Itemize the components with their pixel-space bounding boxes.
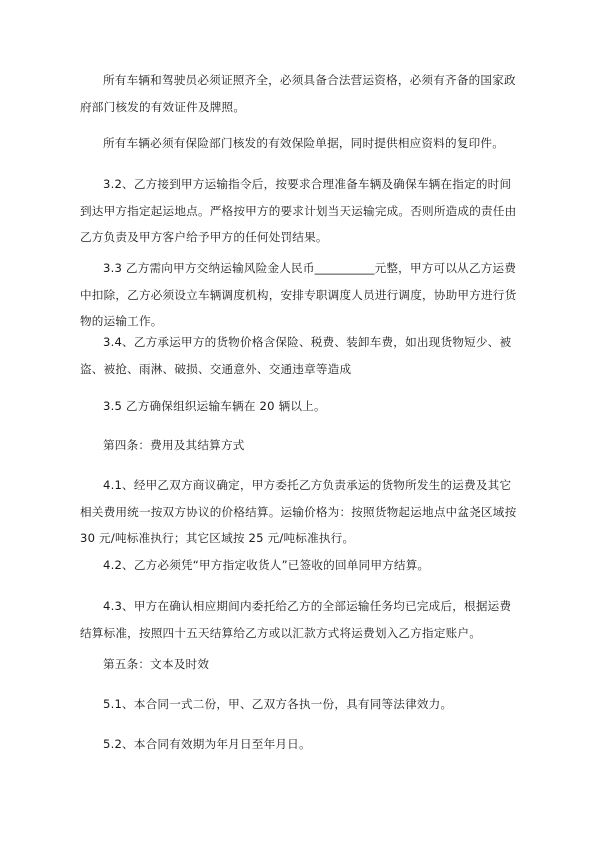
paragraph-clause-4-3: 4.3、甲方在确认相应期间内委托给乙方的全部运输任务均已完成后，根据运费结算标准，按照四十五天结算给乙方或以汇款方式将运费划入乙方指定账户。 xyxy=(80,599,512,640)
paragraph-clause-5-1: 5.1、本合同一式二份，甲、乙双方各执一份，具有同等法律效力。 xyxy=(103,697,453,711)
paragraph-insurance-documents: 所有车辆必须有保险部门核发的有效保险单据，同时提供相应资料的复印件。 xyxy=(103,136,504,150)
heading-article-4: 第四条：费用及其结算方式 xyxy=(103,438,245,452)
paragraph-clause-3-2: 3.2、乙方接到甲方运输指令后，按要求合理准备车辆及确保车辆在指定的时间到达甲方指定起运地点。严格按甲方的要求计划当天运输完成。否则所造成的责任由乙方负责及甲方客户给予甲方的任何处罚结果。 xyxy=(80,177,517,244)
paragraph-clause-3-4: 3.4、乙方承运甲方的货物价格含保险、税费、装卸车费，如出现货物短少、被盗、被抢、雨淋、破损、交通意外、交通违章等造成 xyxy=(80,335,512,376)
heading-article-5: 第五条：文本及时效 xyxy=(103,657,210,671)
paragraph-clause-3-3: 3.3 乙方需向甲方交纳运输风险金人民币__________元整，甲方可以从乙方运费中扣除，乙方必须设立车辆调度机构，安排专职调度人员进行调度，协助甲方进行货物的运输工作。 xyxy=(80,261,517,328)
paragraph-clause-3-5: 3.5 乙方确保组织运输车辆在 20 辆以上。 xyxy=(103,399,326,413)
paragraph-clause-4-1: 4.1、经甲乙双方商议确定，甲方委托乙方负责承运的货物所发生的运费及其它相关费用统一按双方协议的价格结算。运输价格为：按照货物起运地点中盆尧区域按 30 元/吨标准执行；其它区域按 25 元/吨标准执行。 xyxy=(80,478,517,545)
paragraph-clause-5-2: 5.2、本合同有效期为年月日至年月日。 xyxy=(103,737,311,751)
paragraph-vehicle-licenses: 所有车辆和驾驶员必须证照齐全，必须具备合法营运资格，必须有齐备的国家政府部门核发的有效证件及牌照。 xyxy=(80,73,516,114)
paragraph-clause-4-2: 4.2、乙方必须凭“甲方指定收货人”已签收的回单同甲方结算。 xyxy=(103,558,430,572)
